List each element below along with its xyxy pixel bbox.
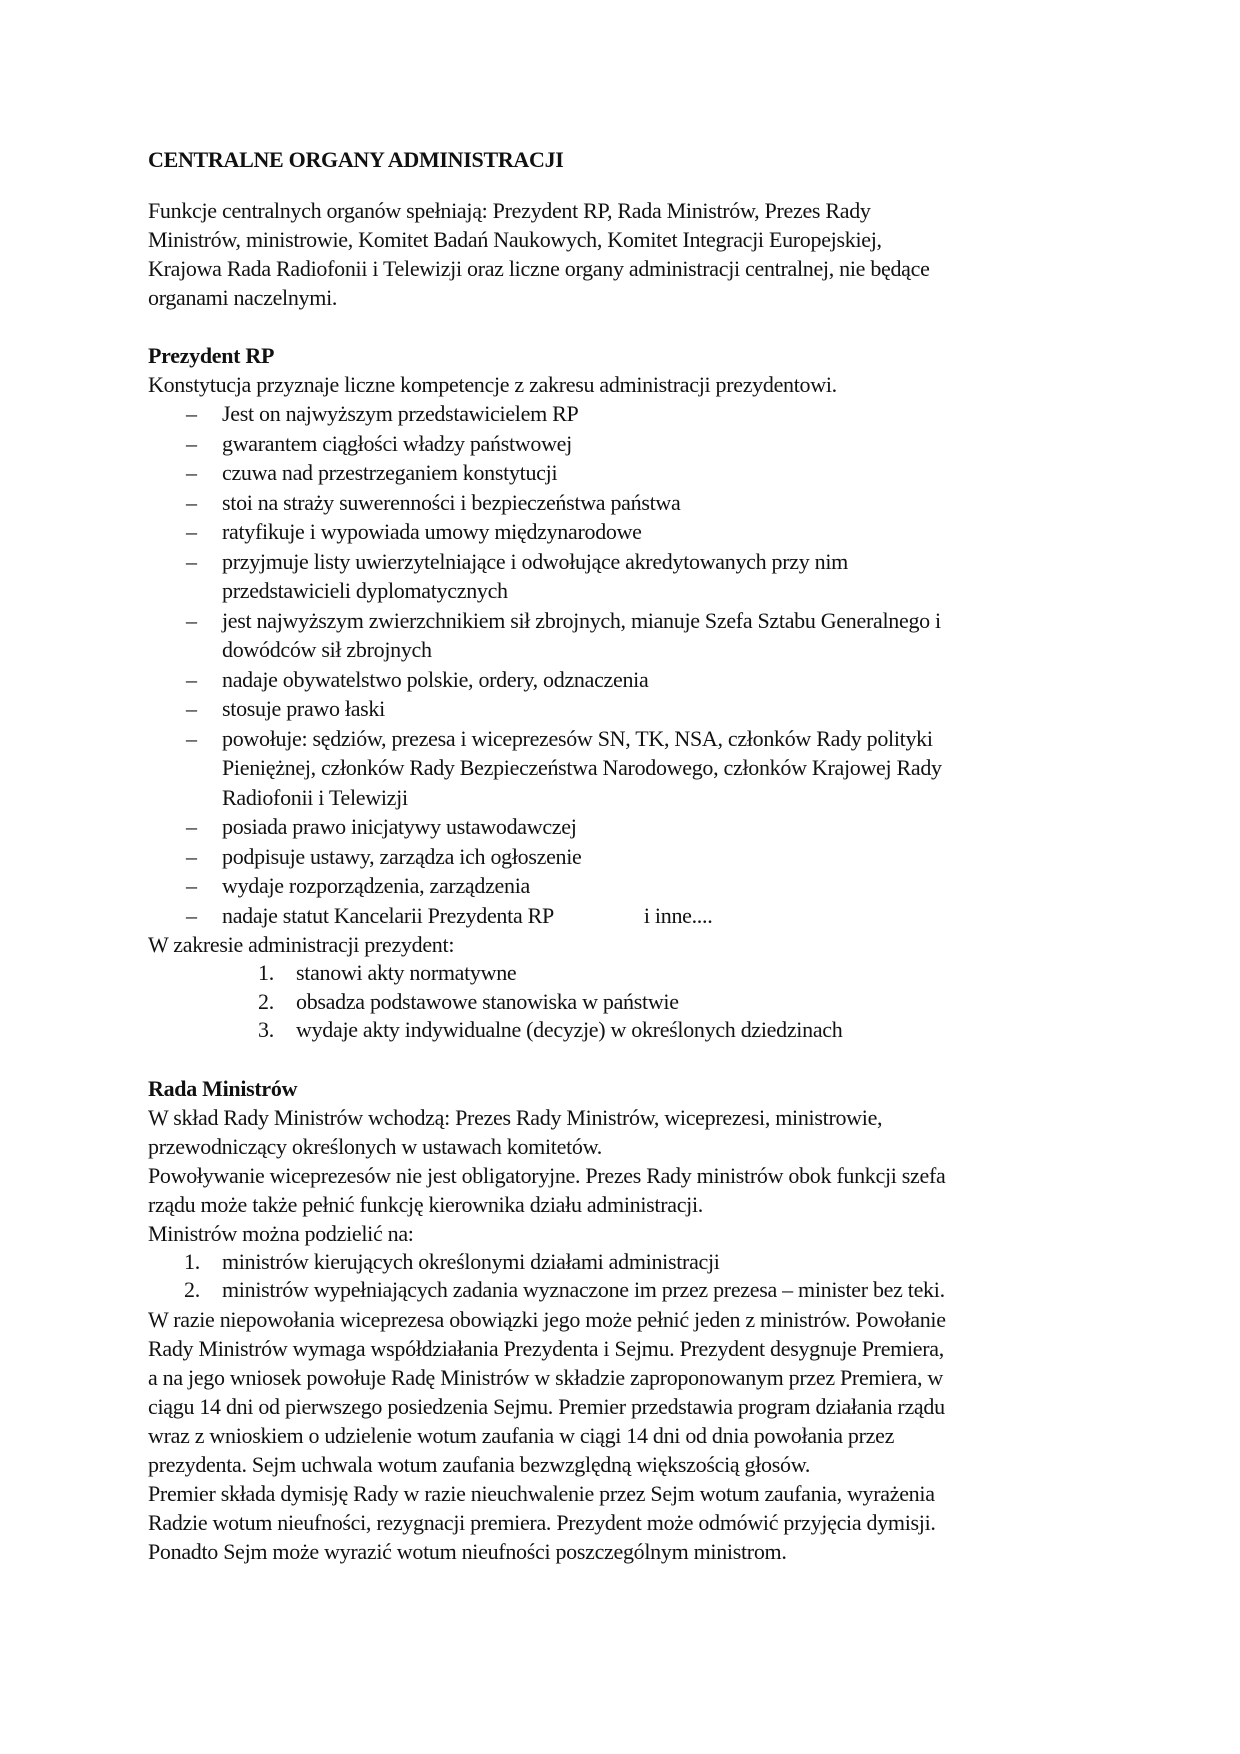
paragraph-line: Powoływanie wiceprezesów nie jest obligatoryjne. Prezes Rady ministrów obok funkcji szefa <box>148 1162 946 1188</box>
paragraph-line: Rady Ministrów wymaga współdziałania Prezydenta i Sejmu. Prezydent desygnuje Premiera, <box>148 1335 944 1361</box>
section-rada <box>148 1074 1098 1566</box>
document-title: CENTRALNE ORGANY ADMINISTRACJI <box>148 147 564 172</box>
intro-line: Funkcje centralnych organów spełniają: Prezydent RP, Rada Ministrów, Prezes Rady <box>148 198 871 223</box>
list-item-continuation: Radiofonii i Telewizji <box>222 784 408 810</box>
ministers-types-list <box>148 1248 1098 1305</box>
paragraph-line: wraz z wnioskiem o udzielenie wotum zaufania w ciągi 14 dni od dnia powołania przez <box>148 1422 895 1448</box>
list-item: – powołuje: sędziów, prezesa i wiceprezesów SN, TK, NSA, członków Rady polityki <box>148 724 1098 754</box>
list-item: – jest najwyższym zwierzchnikiem sił zbrojnych, mianuje Szefa Sztabu Generalnego i <box>148 606 1098 636</box>
list-item: – nadaje statut Kancelarii Prezydenta RP i inne.... <box>148 901 1098 931</box>
paragraph-line: prezydenta. Sejm uchwala wotum zaufania bezwzględną większością głosów. <box>148 1451 811 1477</box>
list-item: – nadaje obywatelstwo polskie, ordery, odznaczenia <box>148 665 1098 695</box>
paragraph-line: W razie niepowołania wiceprezesa obowiązki jego może pełnić jeden z ministrów. Powołanie <box>148 1306 946 1332</box>
paragraph-line: W skład Rady Ministrów wchodzą: Prezes Rady Ministrów, wiceprezesi, ministrowie, <box>148 1104 883 1130</box>
list-item-continuation: przedstawicieli dyplomatycznych <box>222 578 508 603</box>
intro-line: organami naczelnymi. <box>148 285 338 310</box>
dash-bullet-icon: – <box>186 814 197 839</box>
document-page <box>148 146 1098 1566</box>
list-item: – podpisuje ustawy, zarządza ich ogłoszenie <box>148 842 1098 872</box>
list-tail: i inne.... <box>643 902 713 928</box>
paragraph-line: przewodniczący określonych w ustawach komitetów. <box>148 1133 602 1159</box>
dash-bullet-icon: – <box>186 902 197 928</box>
list-item: – przyjmuje listy uwierzytelniające i odwołujące akredytowanych przy nim <box>148 547 1098 577</box>
list-item: – Jest on najwyższym przedstawicielem RP <box>148 399 1098 429</box>
paragraph-line: a na jego wniosek powołuje Radę Ministrów w składzie zaproponowanym przez Premiera, w <box>148 1364 943 1390</box>
dash-bullet-icon: – <box>186 548 197 574</box>
list-item: – ratyfikuje i wypowiada umowy międzynarodowe <box>148 517 1098 547</box>
list-item-continuation: dowódców sił zbrojnych <box>222 637 432 662</box>
dash-bullet-icon: – <box>186 430 197 456</box>
list-item: – stoi na straży suwerenności i bezpieczeństwa państwa <box>148 488 1098 518</box>
dash-bullet-icon: – <box>186 696 197 721</box>
spacer <box>148 1045 1098 1074</box>
list-item: – gwarantem ciągłości władzy państwowej <box>148 429 1098 459</box>
dash-bullet-icon: – <box>186 607 197 633</box>
paragraph-line: Premier składa dymisję Rady w razie nieuchwalenie przez Sejm wotum zaufania, wyrażenia <box>148 1480 935 1506</box>
dash-bullet-icon: – <box>186 489 197 515</box>
section-prezydent <box>148 341 1098 1045</box>
numbered-item: 1. stanowi akty normatywne <box>258 960 517 985</box>
list-item: – posiada prawo inicjatywy ustawodawczej <box>148 812 1098 842</box>
dash-bullet-icon: – <box>186 460 197 485</box>
dash-bullet-icon: – <box>186 873 197 898</box>
list-item: – czuwa nad przestrzeganiem konstytucji <box>148 458 1098 488</box>
list-item: – stosuje prawo łaski <box>148 694 1098 724</box>
dash-bullet-icon: – <box>186 725 197 751</box>
intro-line: Krajowa Rada Radiofonii i Telewizji oraz liczne organy administracji centralnej, nie będące <box>148 256 930 281</box>
numbered-item: 2. obsadza podstawowe stanowiska w państwie <box>258 988 679 1014</box>
dash-bullet-icon: – <box>186 519 197 544</box>
spacer <box>148 312 1098 341</box>
dash-bullet-icon: – <box>186 401 197 426</box>
intro-paragraph <box>148 196 1098 312</box>
numbered-item: 3. wydaje akty indywidualne (decyzje) w określonych dziedzinach <box>258 1017 843 1042</box>
paragraph-line: Ministrów można podzielić na: <box>148 1220 414 1246</box>
list-item-continuation: Pieniężnej, członków Rady Bezpieczeństwa Narodowego, członków Krajowej Rady <box>222 755 942 780</box>
section-lead: Konstytucja przyznaje liczne kompetencje z zakresu administracji prezydentowi. <box>148 372 837 397</box>
paragraph-line: ciągu 14 dni od pierwszego posiedzenia Sejmu. Premier przedstawia program działania rządu <box>148 1393 945 1419</box>
dash-bullet-icon: – <box>186 843 197 869</box>
paragraph-line: Radzie wotum nieufności, rezygnacji premiera. Prezydent może odmówić przyjęcia dymisji. <box>148 1509 936 1535</box>
numbered-item: 2. ministrów wypełniających zadania wyznaczone im przez prezesa – minister bez teki. <box>184 1277 945 1302</box>
section-heading: Rada Ministrów <box>148 1075 298 1101</box>
admin-list <box>148 959 1098 1045</box>
paragraph-line: rządu może także pełnić funkcję kierownika działu administracji. <box>148 1191 704 1217</box>
intro-line: Ministrów, ministrowie, Komitet Badań Naukowych, Komitet Integracji Europejskiej, <box>148 227 882 252</box>
dash-bullet-icon: – <box>186 666 197 692</box>
section-heading: Prezydent RP <box>148 343 275 368</box>
admin-lead: W zakresie administracji prezydent: <box>148 932 455 957</box>
paragraph-line: Ponadto Sejm może wyrazić wotum nieufności poszczególnym ministrom. <box>148 1538 787 1564</box>
numbered-item: 1. ministrów kierujących określonymi działami administracji <box>184 1248 720 1274</box>
list-item: – wydaje rozporządzenia, zarządzenia <box>148 871 1098 901</box>
competences-list <box>148 399 1098 930</box>
